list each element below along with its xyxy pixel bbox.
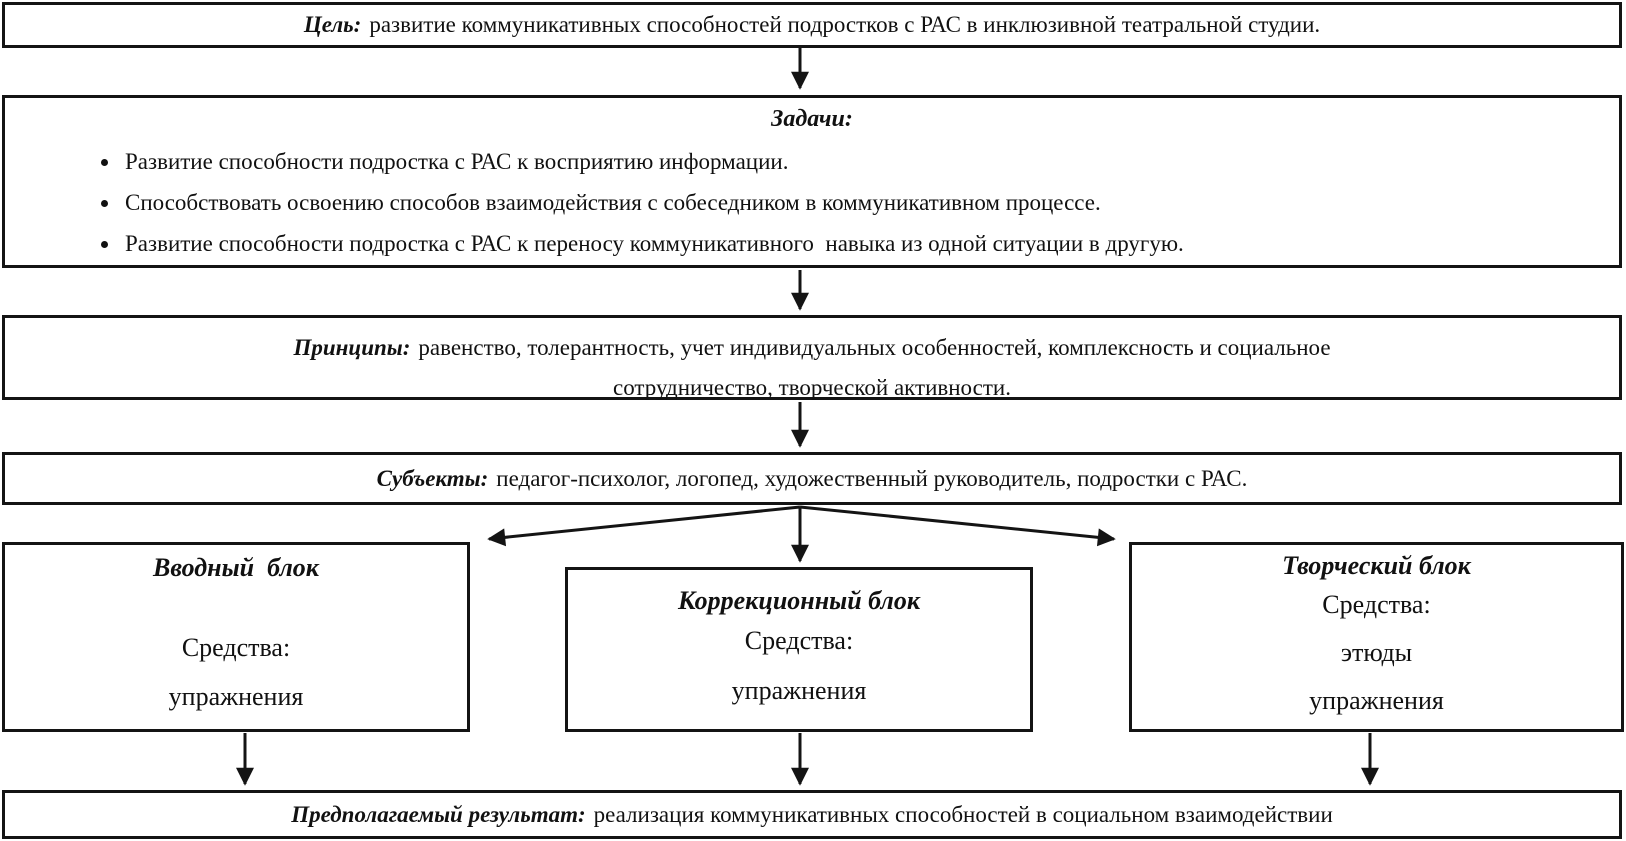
creative-block-lines xyxy=(1309,581,1444,725)
principles-line-2: сотрудничество, творческой активности. xyxy=(613,375,1011,400)
result-box xyxy=(2,790,1622,839)
block-line: этюды xyxy=(1340,638,1413,667)
tasks-list xyxy=(5,141,1619,264)
intro-block-lines xyxy=(5,623,467,721)
block-line: упражнения xyxy=(168,682,304,711)
block-line: упражнения xyxy=(731,676,867,705)
task-item: • Способствовать освоению способов взаимодействия с собеседником в коммуникативном процессе. xyxy=(121,182,1599,223)
subjects-label: Субъекты: xyxy=(376,465,489,491)
arrow-subjects-to-intro-block xyxy=(489,507,800,539)
correction-block xyxy=(565,567,1033,732)
result-text: реализация коммуникативных способностей в социальном взаимодействии xyxy=(593,801,1333,827)
subjects-box xyxy=(2,452,1622,505)
block-line: упражнения xyxy=(1309,686,1444,715)
task-item: • Развитие способности подростка с РАС к переносу коммуникативного навыка из одной ситуации в другую. xyxy=(121,223,1599,264)
block-line: Средства: xyxy=(1322,590,1431,619)
goal-box xyxy=(2,2,1622,48)
block-line: Средства: xyxy=(744,626,854,655)
principles-box xyxy=(2,315,1622,400)
correction-block-title: Коррекционный блок xyxy=(678,586,920,615)
result-label: Предполагаемый результат: xyxy=(291,801,586,827)
goal-label: Цель: xyxy=(303,12,362,37)
creative-block xyxy=(1129,542,1624,732)
creative-block-title: Творческий блок xyxy=(1282,551,1471,580)
block-line: Средства: xyxy=(181,633,291,662)
intro-block xyxy=(2,542,470,732)
correction-block-lines xyxy=(732,616,867,716)
goal-text: развитие коммуникативных способностей подростков с РАС в инклюзивной театральной студии. xyxy=(369,12,1321,37)
arrow-subjects-to-creative-block xyxy=(800,507,1114,539)
task-item: • Развитие способности подростка с РАС к восприятию информации. xyxy=(121,141,1599,182)
intro-block-title: Вводный блок xyxy=(153,553,319,582)
principles-label: Принципы: xyxy=(293,335,411,360)
tasks-title: Задачи: xyxy=(771,106,853,132)
tasks-box xyxy=(2,95,1622,268)
subjects-text: педагог-психолог, логопед, художественный руководитель, подростки с РАС. xyxy=(496,465,1248,491)
principles-line-1: Принципы: равенство, толерантность, учет индивидуальных особенностей, комплексность и социальное xyxy=(293,335,1331,360)
